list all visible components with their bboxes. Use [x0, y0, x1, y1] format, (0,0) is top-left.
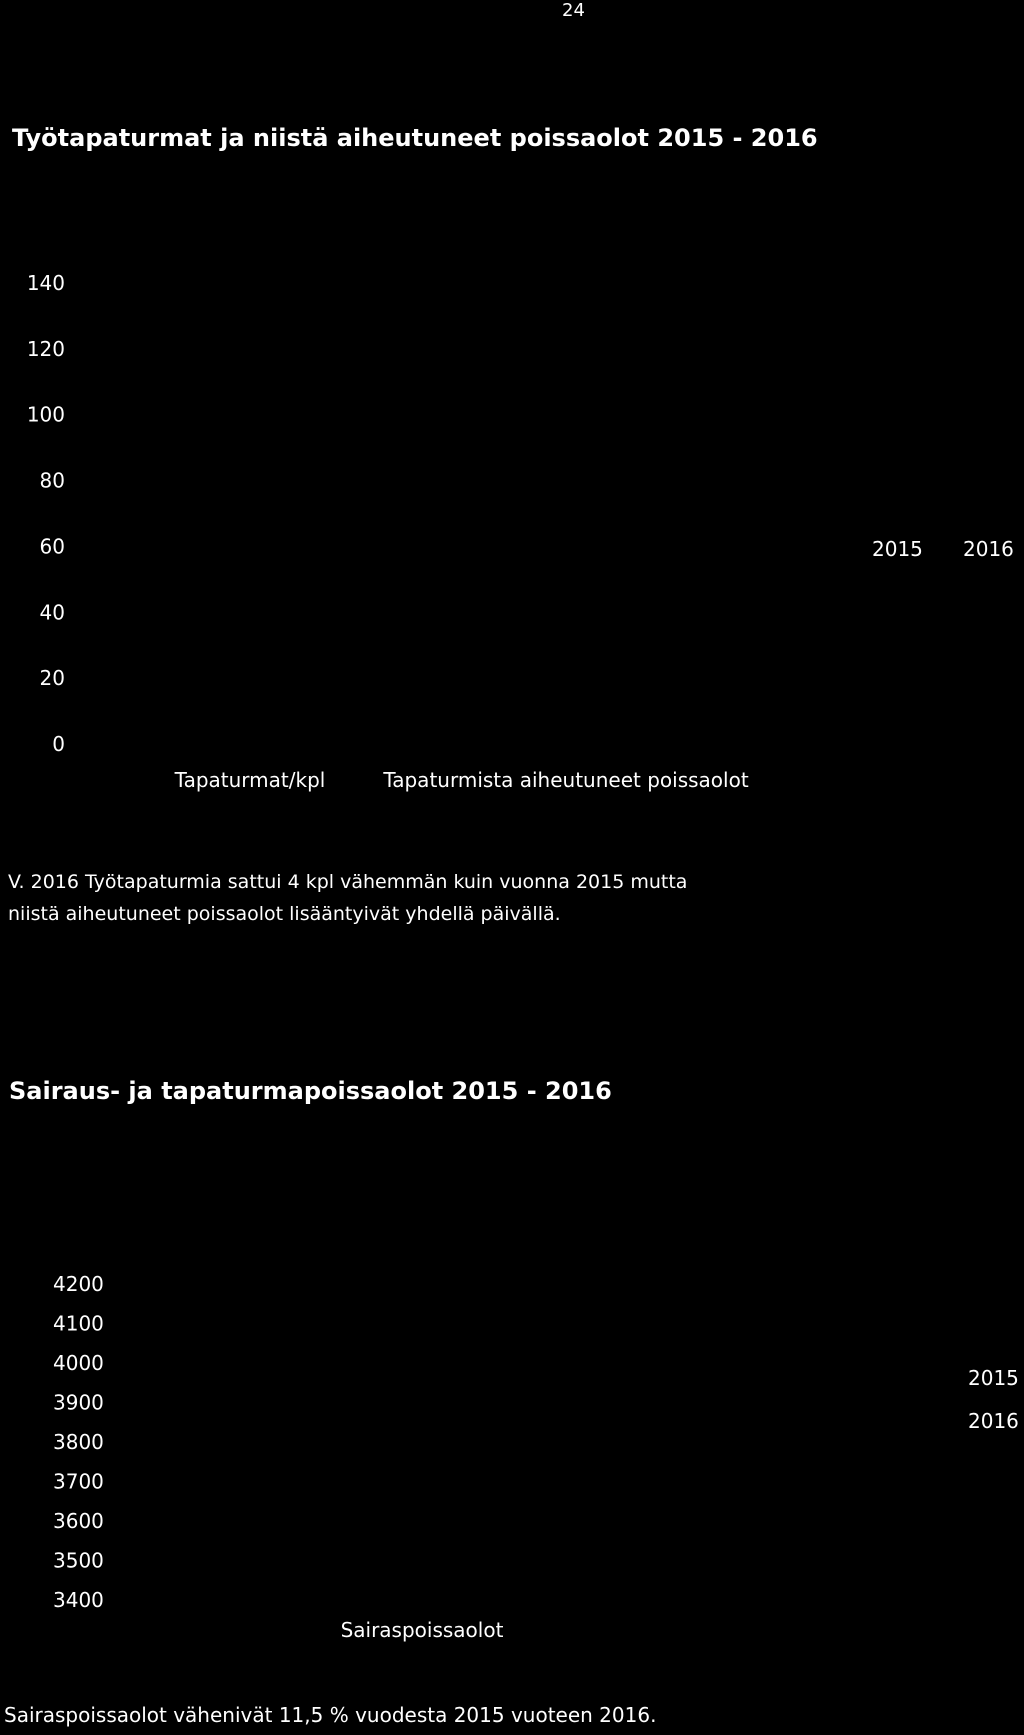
chart-1-y-axis: [27, 271, 65, 756]
y-tick-label: 120: [26, 336, 65, 361]
y-tick-label: 0: [52, 732, 65, 756]
y-tick-label: 3700: [53, 1469, 104, 1494]
y-tick-label: 40: [39, 600, 65, 625]
page-number: 24: [562, 0, 585, 21]
chart-2-y-axis: [53, 1272, 104, 1612]
chart-1-note-line-1: V. 2016 Työtapaturmia sattui 4 kpl vähemmän kuin vuonna 2015 mutta: [8, 871, 688, 893]
y-tick-label: 3400: [53, 1588, 104, 1612]
y-tick-label: 4200: [53, 1272, 104, 1296]
y-tick-label: 3900: [53, 1390, 104, 1415]
legend-label-2016: 2016: [963, 537, 1014, 561]
x-category-label: Tapaturmat/kpl: [174, 768, 326, 792]
chart-2-title: Sairaus- ja tapaturmapoissaolot 2015 - 2016: [9, 1077, 612, 1105]
legend-label-2015: 2015: [872, 537, 923, 561]
y-tick-label: 4000: [53, 1351, 104, 1375]
x-category-label: Tapaturmista aiheutuneet poissaolot: [383, 768, 749, 792]
y-tick-label: 100: [26, 402, 65, 427]
chart-2-note: Sairaspoissaolot vähenivät 11,5 % vuodesta 2015 vuoteen 2016.: [4, 1703, 657, 1727]
y-tick-label: 3500: [53, 1548, 104, 1573]
y-tick-label: 4100: [53, 1311, 104, 1336]
x-category-label: Sairaspoissaolot: [340, 1618, 504, 1642]
chart-1-note: [8, 866, 687, 930]
chart-2-legend: [968, 1366, 1019, 1433]
chart-1-x-axis: [174, 768, 749, 792]
y-tick-label: 80: [39, 468, 65, 493]
y-tick-label: 3600: [53, 1509, 104, 1533]
chart-1-legend: [872, 537, 1014, 561]
legend-label-2015: 2015: [968, 1366, 1019, 1390]
legend-label-2016: 2016: [968, 1409, 1019, 1433]
y-tick-label: 60: [39, 534, 65, 559]
chart-1-title: Työtapaturmat ja niistä aiheutuneet poissaolot 2015 - 2016: [12, 124, 818, 152]
chart-1-note-line-2: niistä aiheutuneet poissaolot lisääntyivät yhdellä päivällä.: [8, 903, 561, 925]
y-tick-label: 140: [26, 271, 65, 295]
y-tick-label: 20: [39, 666, 65, 691]
chart-2-x-axis: [341, 1618, 504, 1642]
y-tick-label: 3800: [53, 1430, 104, 1454]
